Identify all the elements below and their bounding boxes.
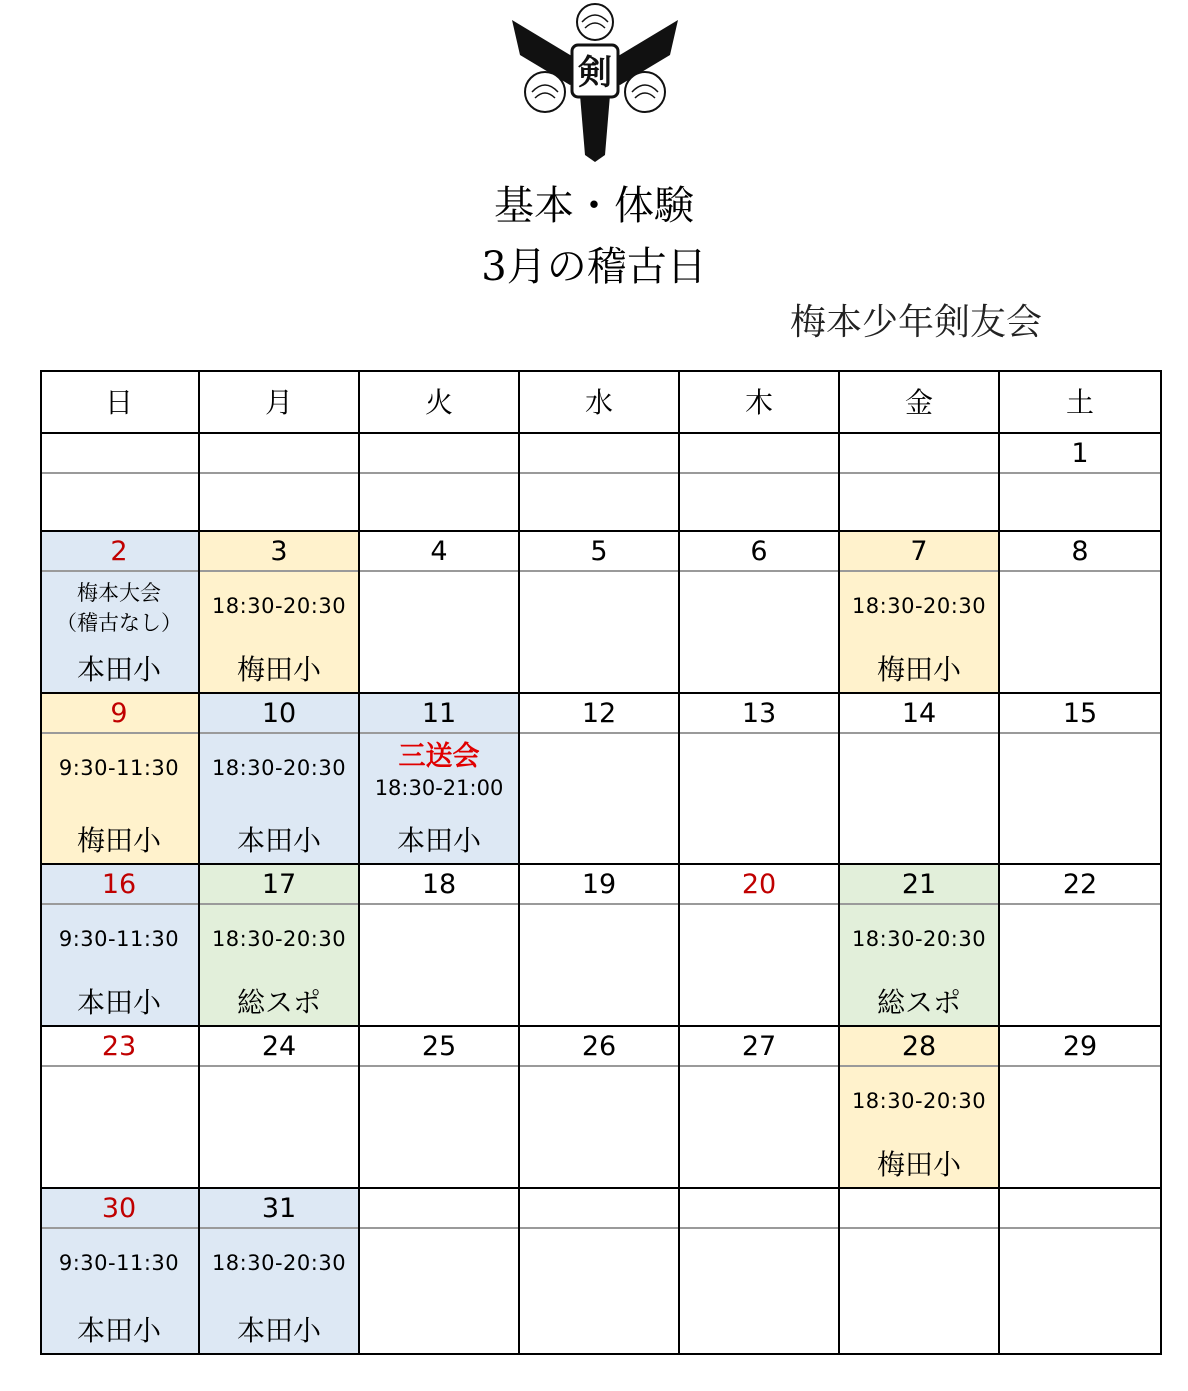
practice-location: 梅田小	[876, 1148, 961, 1181]
calendar-day-cell	[680, 865, 840, 1027]
practice-location: 総スポ	[236, 986, 321, 1019]
day-number: 28	[840, 1027, 998, 1067]
calendar-day-cell	[200, 1189, 360, 1355]
calendar-day-cell	[680, 532, 840, 694]
calendar-day-cell	[360, 694, 520, 865]
day-note: （稽古なし）	[56, 611, 182, 635]
organization-name: 梅本少年剣友会	[790, 302, 1043, 343]
day-body	[200, 734, 358, 863]
day-body	[1000, 734, 1160, 863]
day-body	[200, 905, 358, 1025]
day-body	[680, 474, 838, 530]
weekday-header: 金	[840, 370, 1000, 434]
practice-location: 本田小	[76, 1314, 161, 1347]
calendar-day-cell	[520, 1027, 680, 1189]
practice-time: 9:30-11:30	[58, 927, 180, 951]
day-body	[840, 734, 998, 863]
calendar-day-cell	[360, 1189, 520, 1355]
calendar-day-cell	[200, 1027, 360, 1189]
day-body	[360, 905, 518, 1025]
day-body	[520, 1229, 678, 1353]
day-body	[680, 905, 838, 1025]
day-body	[1000, 905, 1160, 1025]
day-number: 25	[360, 1027, 518, 1067]
day-body	[40, 905, 198, 1025]
special-event: 三送会	[398, 741, 480, 772]
calendar-day-cell	[40, 865, 200, 1027]
day-note: 梅本大会	[77, 581, 161, 605]
day-body	[840, 572, 998, 692]
calendar-day-cell	[40, 1189, 200, 1355]
day-body	[520, 1067, 678, 1187]
day-number: 22	[1000, 865, 1160, 905]
practice-location: 本田小	[236, 824, 321, 857]
practice-time: 18:30-20:30	[211, 927, 347, 951]
day-number: 31	[200, 1189, 358, 1229]
practice-location: 総スポ	[876, 986, 961, 1019]
day-body	[840, 1067, 998, 1187]
calendar-day-cell	[1000, 865, 1162, 1027]
day-number: 4	[360, 532, 518, 572]
practice-location: 本田小	[76, 986, 161, 1019]
day-number: 30	[40, 1189, 198, 1229]
calendar-day-cell	[680, 434, 840, 532]
day-body	[1000, 572, 1160, 692]
day-body	[200, 1229, 358, 1353]
page-title: 基本・体験	[494, 183, 694, 229]
calendar-day-cell	[1000, 1027, 1162, 1189]
calendar-day-cell	[40, 694, 200, 865]
day-body	[1000, 1067, 1160, 1187]
calendar-day-cell	[520, 865, 680, 1027]
day-number: 6	[680, 532, 838, 572]
calendar-day-cell	[520, 532, 680, 694]
day-body	[680, 1229, 838, 1353]
practice-time: 18:30-20:30	[211, 756, 347, 780]
day-number: 5	[520, 532, 678, 572]
calendar-day-cell	[360, 532, 520, 694]
calendar-day-cell	[840, 434, 1000, 532]
day-body	[680, 572, 838, 692]
event-time: 18:30-21:00	[374, 776, 504, 800]
day-body	[360, 572, 518, 692]
day-body	[520, 905, 678, 1025]
day-number	[680, 1189, 838, 1229]
weekday-header: 土	[1000, 370, 1162, 434]
day-body	[840, 474, 998, 530]
practice-location: 本田小	[396, 824, 481, 857]
calendar-day-cell	[360, 434, 520, 532]
calendar-day-cell	[200, 694, 360, 865]
day-number	[520, 434, 678, 474]
day-body	[200, 1067, 358, 1187]
club-crest-logo	[500, 0, 690, 165]
day-number	[1000, 1189, 1160, 1229]
calendar-day-cell	[680, 694, 840, 865]
day-number	[360, 1189, 518, 1229]
day-number: 23	[40, 1027, 198, 1067]
calendar-day-cell	[680, 1027, 840, 1189]
day-number: 2	[40, 532, 198, 572]
calendar-day-cell	[520, 694, 680, 865]
day-body	[200, 474, 358, 530]
calendar-day-cell	[840, 865, 1000, 1027]
day-number: 21	[840, 865, 998, 905]
calendar-day-cell	[1000, 1189, 1162, 1355]
day-body	[360, 474, 518, 530]
day-number	[200, 434, 358, 474]
day-body	[520, 734, 678, 863]
calendar-day-cell	[40, 1027, 200, 1189]
weekday-header: 月	[200, 370, 360, 434]
calendar-day-cell	[40, 434, 200, 532]
day-number: 3	[200, 532, 358, 572]
calendar-day-cell	[1000, 532, 1162, 694]
weekday-header: 木	[680, 370, 840, 434]
practice-location: 梅田小	[236, 653, 321, 686]
weekday-header: 火	[360, 370, 520, 434]
practice-location: 梅田小	[876, 653, 961, 686]
day-body	[680, 734, 838, 863]
day-number: 17	[200, 865, 358, 905]
day-body	[1000, 1229, 1160, 1353]
day-body	[360, 1229, 518, 1353]
day-number: 13	[680, 694, 838, 734]
calendar-grid	[40, 370, 1162, 1355]
day-body	[840, 905, 998, 1025]
day-body	[200, 572, 358, 692]
practice-time: 9:30-11:30	[58, 1251, 180, 1275]
day-body	[40, 474, 198, 530]
page-subtitle: 3月の稽古日	[481, 244, 707, 290]
day-number: 15	[1000, 694, 1160, 734]
svg-text:剣: 剣	[578, 53, 612, 93]
day-number: 29	[1000, 1027, 1160, 1067]
calendar-day-cell	[520, 1189, 680, 1355]
day-number: 19	[520, 865, 678, 905]
day-number: 20	[680, 865, 838, 905]
day-number: 7	[840, 532, 998, 572]
calendar-day-cell	[840, 1027, 1000, 1189]
practice-time: 18:30-20:30	[851, 1089, 987, 1113]
day-body	[40, 1229, 198, 1353]
calendar-day-cell	[200, 532, 360, 694]
day-number: 8	[1000, 532, 1160, 572]
practice-time: 18:30-20:30	[851, 927, 987, 951]
day-number: 27	[680, 1027, 838, 1067]
calendar-day-cell	[360, 1027, 520, 1189]
calendar-day-cell	[1000, 694, 1162, 865]
day-body	[40, 734, 198, 863]
calendar-day-cell	[840, 1189, 1000, 1355]
day-number: 10	[200, 694, 358, 734]
day-number: 24	[200, 1027, 358, 1067]
day-body	[40, 1067, 198, 1187]
day-body	[520, 474, 678, 530]
day-body	[520, 572, 678, 692]
day-number	[520, 1189, 678, 1229]
day-body	[40, 572, 198, 692]
practice-location: 梅田小	[76, 824, 161, 857]
day-number: 12	[520, 694, 678, 734]
calendar-day-cell	[200, 434, 360, 532]
day-body	[360, 734, 518, 863]
day-number	[40, 434, 198, 474]
day-number: 16	[40, 865, 198, 905]
weekday-header: 水	[520, 370, 680, 434]
weekday-header: 日	[40, 370, 200, 434]
practice-time: 18:30-20:30	[211, 1251, 347, 1275]
day-number	[680, 434, 838, 474]
calendar-day-cell	[840, 694, 1000, 865]
practice-time: 18:30-20:30	[211, 594, 347, 618]
calendar-day-cell	[1000, 434, 1162, 532]
day-number	[840, 1189, 998, 1229]
day-body	[840, 1229, 998, 1353]
calendar-day-cell	[360, 865, 520, 1027]
calendar-day-cell	[40, 532, 200, 694]
calendar-day-cell	[680, 1189, 840, 1355]
day-number	[840, 434, 998, 474]
day-number: 9	[40, 694, 198, 734]
day-number	[360, 434, 518, 474]
day-number: 1	[1000, 434, 1160, 474]
day-body	[680, 1067, 838, 1187]
calendar-day-cell	[200, 865, 360, 1027]
calendar-day-cell	[520, 434, 680, 532]
practice-time: 18:30-20:30	[851, 594, 987, 618]
practice-location: 本田小	[236, 1314, 321, 1347]
day-number: 11	[360, 694, 518, 734]
day-number: 26	[520, 1027, 678, 1067]
day-number: 18	[360, 865, 518, 905]
day-body	[1000, 474, 1160, 530]
day-body	[360, 1067, 518, 1187]
practice-location: 本田小	[76, 653, 161, 686]
day-number: 14	[840, 694, 998, 734]
practice-time: 9:30-11:30	[58, 756, 180, 780]
calendar-day-cell	[840, 532, 1000, 694]
